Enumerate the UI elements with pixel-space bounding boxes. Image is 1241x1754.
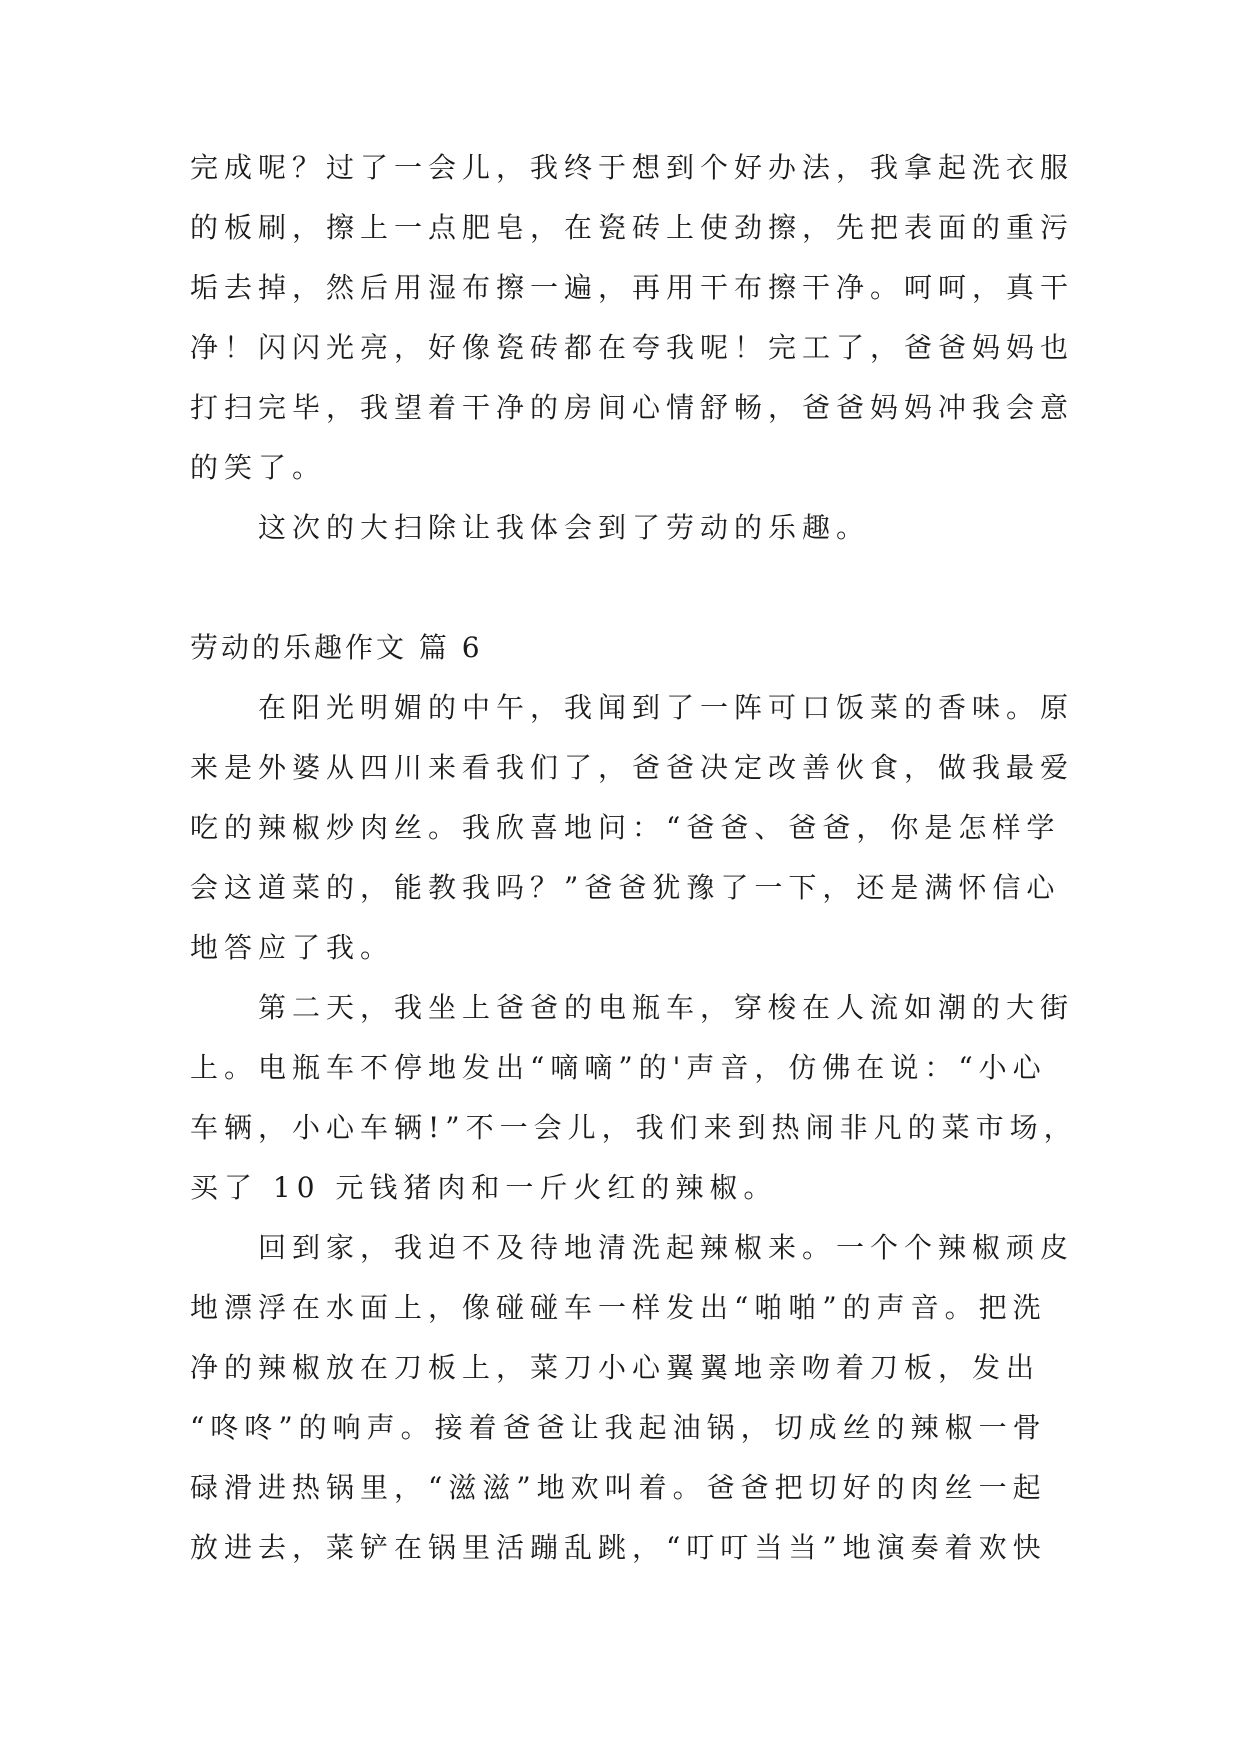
text-line: 碌滑进热锅里，“滋滋”地欢叫着。爸爸把切好的肉丝一起 [190,1471,1047,1504]
text-line: 买了 10 元钱猪肉和一斤火红的辣椒。 [190,1171,778,1204]
text-line: “咚咚”的响声。接着爸爸让我起油锅，切成丝的辣椒一骨 [190,1411,1047,1444]
text-line: 放进去，菜铲在锅里活蹦乱跳，“叮叮当当”地演奏着欢快 [190,1531,1047,1564]
text-line: 车辆，小心车辆!”不一会儿，我们来到热闹非凡的菜市场， [190,1111,1078,1144]
text-line: 吃的辣椒炒肉丝。我欣喜地问：“爸爸、爸爸，你是怎样学 [190,811,1061,844]
text-line: 会这道菜的，能教我吗？”爸爸犹豫了一下，还是满怀信心 [190,871,1061,904]
text-line: 打扫完毕，我望着干净的房间心情舒畅，爸爸妈妈冲我会意 [190,391,1075,424]
text-line: 的笑了。 [190,451,327,484]
text-line: 在阳光明媚的中午，我闻到了一阵可口饭菜的香味。原 [258,691,1075,724]
conclusion-line: 这次的大扫除让我体会到了劳动的乐趣。 [258,511,871,544]
text-line: 垢去掉，然后用湿布擦一遍，再用干布擦干净。呵呵，真干 [190,271,1075,304]
text-line: 来是外婆从四川来看我们了，爸爸决定改善伙食，做我最爱 [190,751,1075,784]
text-line: 地答应了我。 [190,931,395,964]
text-line: 净！闪闪光亮，好像瓷砖都在夸我呢！完工了，爸爸妈妈也 [190,331,1075,364]
text-line: 净的辣椒放在刀板上，菜刀小心翼翼地亲吻着刀板，发出 [190,1351,1041,1384]
section-title: 劳动的乐趣作文 篇 6 [190,631,483,664]
text-line: 地漂浮在水面上，像碰碰车一样发出“啪啪”的声音。把洗 [190,1291,1047,1324]
text-line: 回到家，我迫不及待地清洗起辣椒来。一个个辣椒顽皮 [258,1231,1075,1264]
text-line: 完成呢？过了一会儿，我终于想到个好办法，我拿起洗衣服 [190,151,1075,184]
text-line: 的板刷，擦上一点肥皂，在瓷砖上使劲擦，先把表面的重污 [190,211,1075,244]
text-line: 第二天，我坐上爸爸的电瓶车，穿梭在人流如潮的大街 [258,991,1075,1024]
text-line: 上。电瓶车不停地发出“嘀嘀”的'声音，仿佛在说：“小心 [190,1051,1047,1084]
